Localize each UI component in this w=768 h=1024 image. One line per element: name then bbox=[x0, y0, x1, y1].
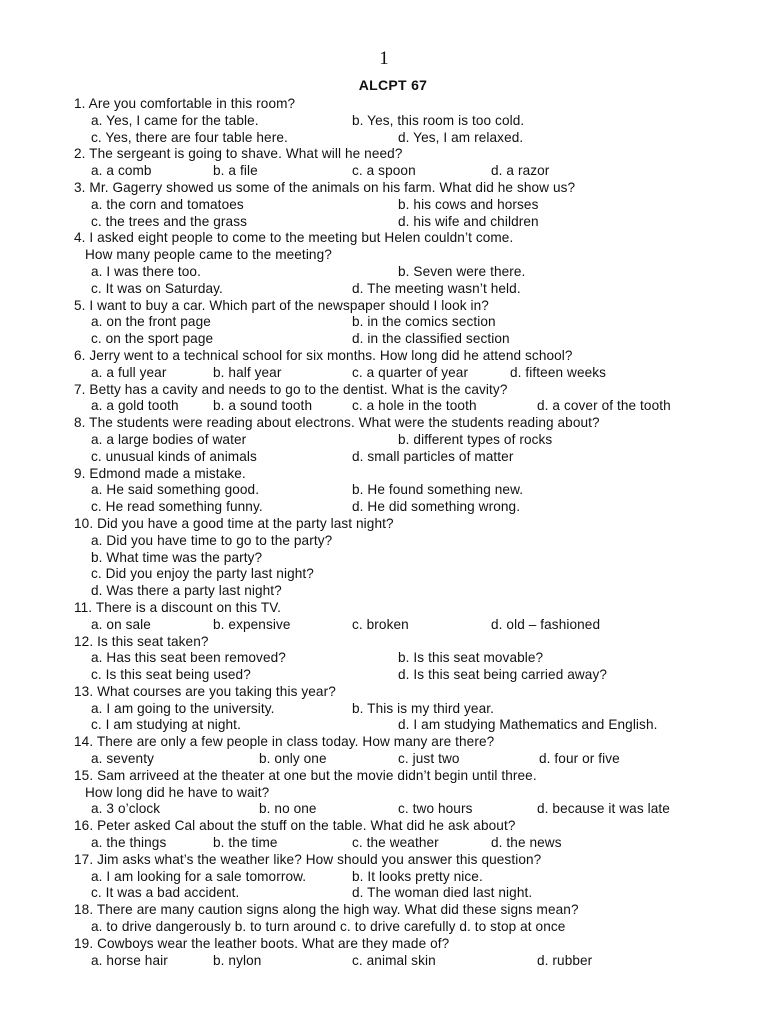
option-line bbox=[74, 801, 754, 818]
answer-option: d. his wife and children bbox=[398, 213, 539, 229]
answer-option: a. a large bodies of water bbox=[91, 431, 247, 447]
question-line bbox=[74, 634, 754, 651]
answer-option: a. seventy bbox=[91, 751, 154, 767]
answer-option: d. He did something wrong. bbox=[352, 499, 521, 515]
answer-option: c. He read something funny. bbox=[91, 499, 263, 515]
answer-option: b. It looks pretty nice. bbox=[352, 868, 483, 884]
option-line bbox=[74, 869, 754, 886]
question-line bbox=[74, 734, 754, 751]
question-text: 14. There are only a few people in class today. How many are there? bbox=[74, 734, 495, 750]
question-line bbox=[74, 818, 754, 835]
answer-option: c. I am studying at night. bbox=[91, 717, 241, 733]
question-line bbox=[74, 785, 754, 802]
answer-option: d. The meeting wasn’t held. bbox=[352, 280, 521, 296]
option-line bbox=[74, 214, 754, 231]
page-title: ALCPT 67 bbox=[358, 77, 428, 93]
option-line bbox=[74, 365, 754, 382]
question-line bbox=[74, 415, 754, 432]
answer-option: d. the news bbox=[491, 835, 562, 851]
answer-option: c. just two bbox=[398, 751, 460, 767]
answer-option: d. a cover of the tooth bbox=[537, 398, 671, 414]
question-line bbox=[74, 684, 754, 701]
option-line bbox=[74, 701, 754, 718]
question-line bbox=[74, 516, 754, 533]
option-line bbox=[74, 197, 754, 214]
option-line bbox=[74, 835, 754, 852]
answer-option: d. because it was late bbox=[537, 801, 670, 817]
answer-option: a. on the front page bbox=[91, 314, 211, 330]
answer-option: c. It was a bad accident. bbox=[91, 885, 240, 901]
answer-option: a. horse hair bbox=[91, 952, 168, 968]
question-line bbox=[74, 382, 754, 399]
question-line bbox=[74, 96, 754, 113]
option-line bbox=[74, 533, 754, 550]
answer-option: b. a sound tooth bbox=[213, 398, 313, 414]
answer-option: b. Seven were there. bbox=[398, 263, 526, 279]
option-line bbox=[74, 499, 754, 516]
answer-option: c. two hours bbox=[398, 801, 473, 817]
question-line bbox=[74, 230, 754, 247]
question-text: 16. Peter asked Cal about the stuff on the table. What did he ask about? bbox=[74, 818, 516, 834]
answer-option: b. a file bbox=[213, 163, 258, 179]
answer-option: b. This is my third year. bbox=[352, 700, 495, 716]
answer-option: c. on the sport page bbox=[91, 331, 214, 347]
answer-option: d. small particles of matter bbox=[352, 448, 514, 464]
option-line bbox=[74, 331, 754, 348]
answer-option: d. rubber bbox=[537, 952, 593, 968]
answer-option: a. I am going to the university. bbox=[91, 700, 275, 716]
option-line bbox=[74, 264, 754, 281]
question-line bbox=[74, 298, 754, 315]
answer-option: c. a spoon bbox=[352, 163, 416, 179]
answer-option: d. The woman died last night. bbox=[352, 885, 533, 901]
option-line bbox=[74, 566, 754, 583]
answer-option: c. Yes, there are four table here. bbox=[91, 129, 288, 145]
answer-option: d. Is this seat being carried away? bbox=[398, 667, 608, 683]
answer-option: b. half year bbox=[213, 364, 282, 380]
question-line bbox=[74, 146, 754, 163]
question-text: 5. I want to buy a car. Which part of the newspaper should I look in? bbox=[74, 297, 489, 313]
question-line bbox=[74, 180, 754, 197]
answer-option: b. Yes, this room is too cold. bbox=[352, 112, 525, 128]
question-line bbox=[74, 936, 754, 953]
page-number: 1 bbox=[379, 48, 389, 69]
option-line bbox=[74, 398, 754, 415]
answer-option: a. the things bbox=[91, 835, 167, 851]
answer-option: b. What time was the party? bbox=[91, 549, 263, 565]
answer-option: d. I am studying Mathematics and English. bbox=[398, 717, 658, 733]
answer-option: d. fifteen weeks bbox=[510, 364, 607, 380]
question-text: 9. Edmond made a mistake. bbox=[74, 465, 246, 481]
option-line bbox=[74, 885, 754, 902]
question-text: 12. Is this seat taken? bbox=[74, 633, 209, 649]
question-text: 18. There are many caution signs along the high way. What did these signs mean? bbox=[74, 902, 579, 918]
question-line bbox=[74, 852, 754, 869]
answer-option: a. 3 o’clock bbox=[91, 801, 161, 817]
question-text: 10. Did you have a good time at the party last night? bbox=[74, 515, 394, 531]
question-text: 1. Are you comfortable in this room? bbox=[74, 96, 296, 111]
answer-option: b. different types of rocks bbox=[398, 431, 553, 447]
option-line bbox=[74, 449, 754, 466]
question-line bbox=[74, 247, 754, 264]
question-line bbox=[74, 466, 754, 483]
option-line bbox=[74, 617, 754, 634]
answer-option: a. Yes, I came for the table. bbox=[91, 112, 259, 128]
answer-option: c. unusual kinds of animals bbox=[91, 448, 257, 464]
answer-option: c. a hole in the tooth bbox=[352, 398, 477, 414]
question-line bbox=[74, 600, 754, 617]
answer-option: d. in the classified section bbox=[352, 331, 510, 347]
option-line bbox=[74, 953, 754, 970]
answer-option: d. a razor bbox=[491, 163, 550, 179]
answer-option: c. Did you enjoy the party last night? bbox=[91, 566, 314, 582]
answer-option: a. to drive dangerously b. to turn around c. to drive carefully d. to stop at once bbox=[91, 919, 566, 935]
option-line bbox=[74, 583, 754, 600]
answer-option: c. broken bbox=[352, 616, 409, 632]
answer-option: b. only one bbox=[259, 751, 327, 767]
option-line bbox=[74, 130, 754, 147]
answer-option: b. in the comics section bbox=[352, 314, 496, 330]
answer-option: b. Is this seat movable? bbox=[398, 650, 544, 666]
option-line bbox=[74, 432, 754, 449]
question-text: 3. Mr. Gagerry showed us some of the animals on his farm. What did he show us? bbox=[74, 179, 576, 195]
question-text: 2. The sergeant is going to shave. What will he need? bbox=[74, 146, 403, 162]
answer-option: a. Did you have time to go to the party? bbox=[91, 532, 333, 548]
answer-option: a. on sale bbox=[91, 616, 151, 632]
answer-option: c. the trees and the grass bbox=[91, 213, 247, 229]
option-line bbox=[74, 650, 754, 667]
option-line bbox=[74, 667, 754, 684]
question-list bbox=[74, 96, 754, 969]
question-text: 4. I asked eight people to come to the meeting but Helen couldn’t come. bbox=[74, 230, 514, 246]
option-line bbox=[74, 314, 754, 331]
answer-option: b. no one bbox=[259, 801, 317, 817]
answer-option: d. Yes, I am relaxed. bbox=[398, 129, 524, 145]
answer-option: a. a full year bbox=[91, 364, 167, 380]
question-text: 6. Jerry went to a technical school for six months. How long did he attend school? bbox=[74, 347, 573, 363]
answer-option: a. I was there too. bbox=[91, 263, 201, 279]
answer-option: a. I am looking for a sale tomorrow. bbox=[91, 868, 307, 884]
option-line bbox=[74, 550, 754, 567]
answer-option: d. Was there a party last night? bbox=[91, 583, 282, 599]
answer-option: c. a quarter of year bbox=[352, 364, 469, 380]
answer-option: b. his cows and horses bbox=[398, 196, 539, 212]
answer-option: b. the time bbox=[213, 835, 278, 851]
answer-option: c. Is this seat being used? bbox=[91, 667, 251, 683]
answer-option: b. He found something new. bbox=[352, 482, 524, 498]
question-text: 11. There is a discount on this TV. bbox=[74, 599, 282, 615]
answer-option: a. a gold tooth bbox=[91, 398, 179, 414]
question-text: 17. Jim asks what’s the weather like? How should you answer this question? bbox=[74, 851, 542, 867]
answer-option: c. It was on Saturday. bbox=[91, 280, 223, 296]
option-line bbox=[74, 717, 754, 734]
answer-option: b. nylon bbox=[213, 952, 262, 968]
answer-option: c. the weather bbox=[352, 835, 439, 851]
option-line bbox=[74, 113, 754, 130]
question-text: How long did he have to wait? bbox=[85, 784, 270, 800]
question-text: 15. Sam arriveed at the theater at one but the movie didn’t begin until three. bbox=[74, 767, 537, 783]
option-line bbox=[74, 482, 754, 499]
answer-option: a. the corn and tomatoes bbox=[91, 196, 244, 212]
question-text: 19. Cowboys wear the leather boots. What are they made of? bbox=[74, 935, 450, 951]
question-line bbox=[74, 768, 754, 785]
question-text: How many people came to the meeting? bbox=[85, 247, 332, 263]
answer-option: a. He said something good. bbox=[91, 482, 260, 498]
option-line bbox=[74, 919, 754, 936]
question-line bbox=[74, 902, 754, 919]
question-line bbox=[74, 348, 754, 365]
question-text: 8. The students were reading about electrons. What were the students reading about? bbox=[74, 415, 600, 431]
option-line bbox=[74, 163, 754, 180]
question-text: 7. Betty has a cavity and needs to go to the dentist. What is the cavity? bbox=[74, 381, 508, 397]
answer-option: d. four or five bbox=[539, 751, 620, 767]
answer-option: d. old – fashioned bbox=[491, 616, 601, 632]
answer-option: a. Has this seat been removed? bbox=[91, 650, 286, 666]
answer-option: a. a comb bbox=[91, 163, 152, 179]
answer-option: c. animal skin bbox=[352, 952, 436, 968]
option-line bbox=[74, 751, 754, 768]
answer-option: b. expensive bbox=[213, 616, 291, 632]
option-line bbox=[74, 281, 754, 298]
question-text: 13. What courses are you taking this year? bbox=[74, 683, 336, 699]
